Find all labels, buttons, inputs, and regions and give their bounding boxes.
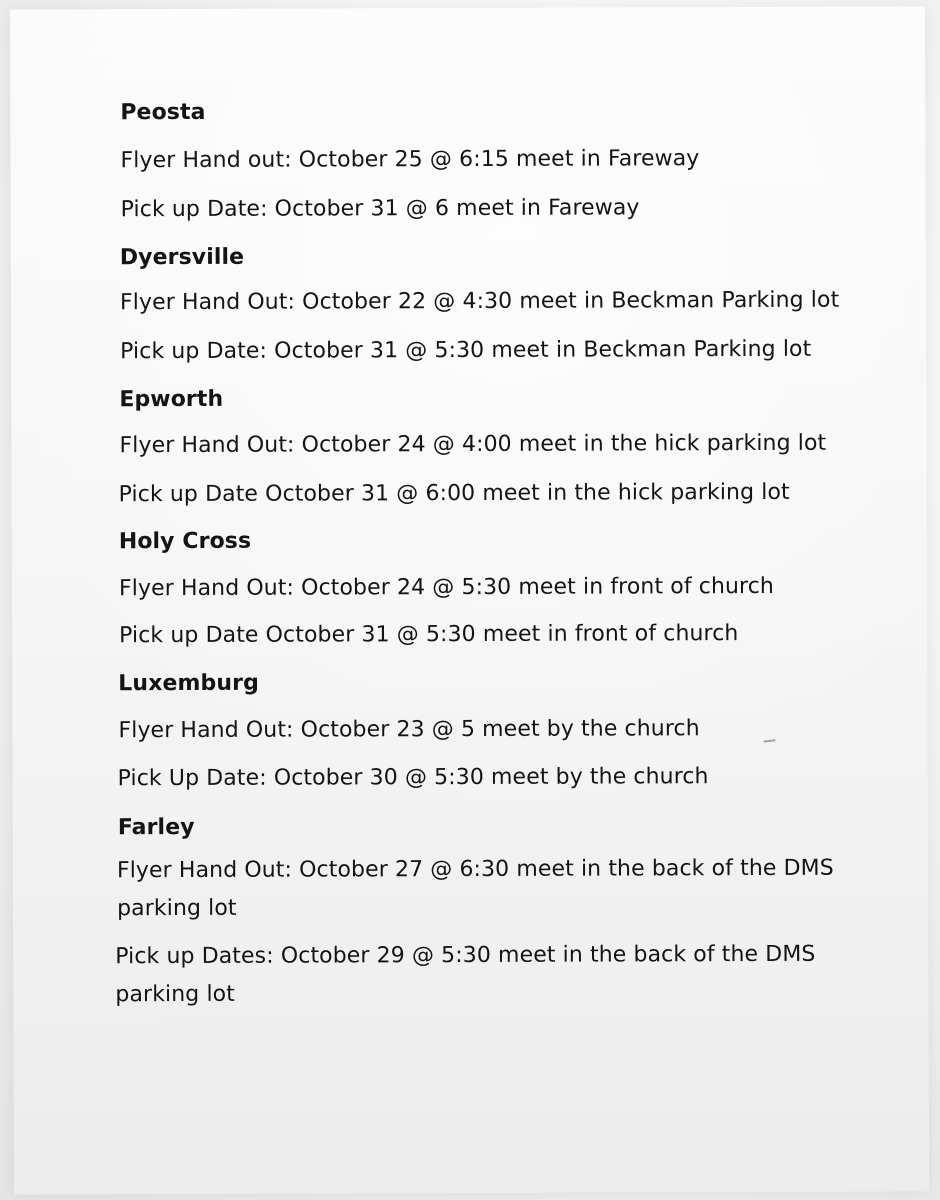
luxemburg-flyer-line: Flyer Hand Out: October 23 @ 5 meet by the church (118, 716, 700, 744)
section-heading-holy-cross: Holy Cross (118, 528, 252, 555)
epworth-flyer-line: Flyer Hand Out: October 24 @ 4:00 meet in the hick parking lot (119, 430, 827, 459)
farley-pickup-line: Pick up Dates: October 29 @ 5:30 meet in the back of the DMS parking lot (115, 941, 816, 1008)
sheet-content (10, 6, 929, 1194)
holy-cross-pickup-line: Pick up Date October 31 @ 5:30 meet in front of church (119, 621, 739, 649)
section-heading-dyersville: Dyersville (119, 244, 245, 271)
section-heading-farley: Farley (117, 814, 195, 841)
paper-sheet (10, 6, 929, 1194)
epworth-pickup-line: Pick up Date October 31 @ 6:00 meet in the hick parking lot (118, 479, 790, 508)
farley-flyer-line: Flyer Hand Out: October 27 @ 6:30 meet in the back of the DMS parking lot (116, 855, 834, 922)
section-heading-peosta: Peosta (120, 99, 206, 126)
peosta-pickup-line: Pick up Date: October 31 @ 6 meet in Fareway (120, 195, 640, 223)
section-heading-luxemburg: Luxemburg (118, 670, 259, 697)
paper-mark (763, 739, 775, 742)
peosta-flyer-line: Flyer Hand out: October 25 @ 6:15 meet in Fareway (120, 146, 700, 174)
section-heading-epworth: Epworth (119, 386, 224, 413)
holy-cross-flyer-line: Flyer Hand Out: October 24 @ 5:30 meet in front of church (118, 573, 774, 602)
dyersville-pickup-line: Pick up Date: October 31 @ 5:30 meet in Beckman Parking lot (120, 336, 812, 365)
dyersville-flyer-line: Flyer Hand Out: October 22 @ 4:30 meet in Beckman Parking lot (119, 287, 840, 316)
luxemburg-pickup-line: Pick Up Date: October 30 @ 5:30 meet by the church (117, 764, 709, 792)
